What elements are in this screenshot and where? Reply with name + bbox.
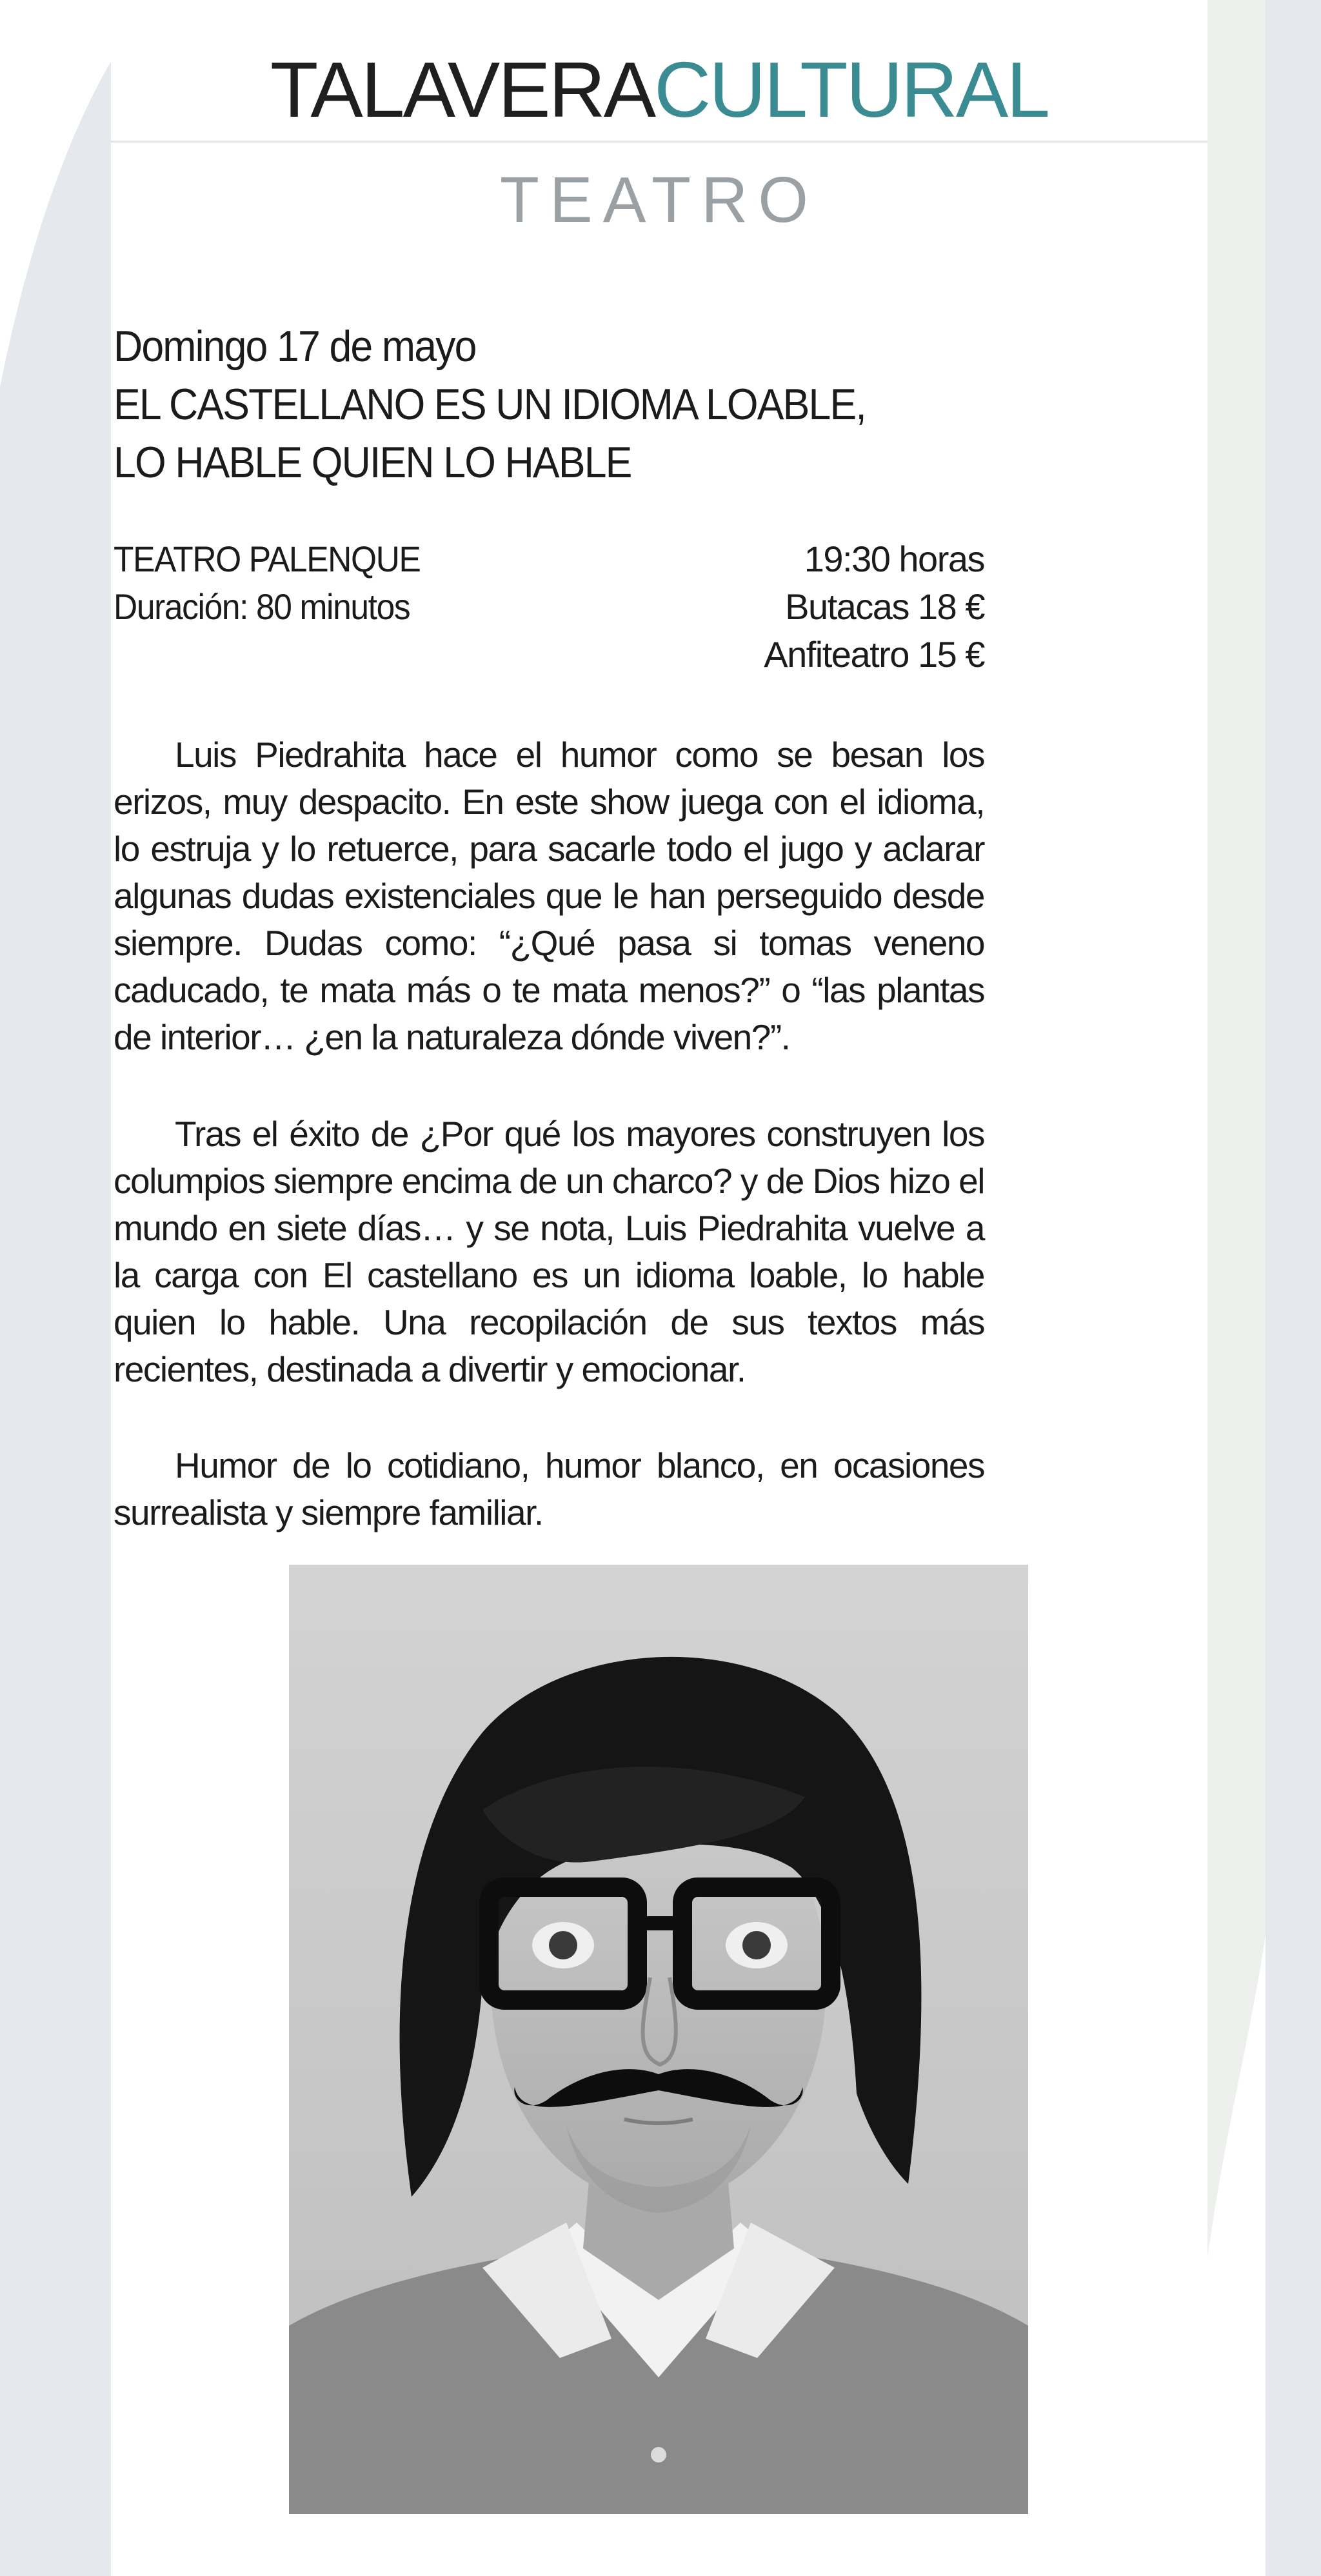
- event-title: [114, 375, 915, 491]
- masthead: [111, 46, 1207, 134]
- page-number: 07: [1175, 2446, 1223, 2493]
- performer-portrait: [289, 1565, 1028, 2514]
- paragraph-3: Humor de lo cotidiano, humor blanco, en ocasiones surrealista y siempre familiar.: [114, 1445, 984, 1532]
- event-date: Domingo 17 de mayo: [114, 322, 476, 371]
- venue: TEATRO PALENQUE: [114, 539, 421, 579]
- event-title-line1: EL CASTELLANO ES UN IDIOMA LOABLE,: [114, 380, 866, 429]
- masthead-cultural: CULTURAL: [654, 46, 1049, 134]
- duration: Duración: 80 minutos: [114, 586, 410, 627]
- price-butacas: Butacas 18 €: [785, 586, 984, 627]
- show-time: 19:30 horas: [804, 539, 984, 579]
- paragraph-1: Luis Piedrahita hace el humor como se besan los erizos, muy despacito. En este show juega con el idioma, lo estruja y lo retuerce, para sacarle todo el jugo y aclarar algunas dudas existenciales que le han perseguido desde siempre. Dudas como: “¿Qué pasa si tomas veneno caducado, te mata más o te mata menos?” o “las plantas de interior… ¿en la naturaleza dónde viven?”.: [114, 735, 984, 1057]
- event-title-line2: LO HABLE QUIEN LO HABLE: [114, 438, 631, 487]
- paragraph-2: Tras el éxito de ¿Por qué los mayores construyen los columpios siempre encima de un charco? y de Dios hizo el mundo en siete días… y se nota, Luis Piedrahita vuelve a la carga con El castellano es un idioma loable, lo hable quien lo hable. Una recopilación de sus textos más recientes, destinada a divertir y emocionar.: [114, 1114, 984, 1389]
- section-title: TEATRO: [499, 164, 819, 236]
- header-divider: [111, 141, 1207, 143]
- event-info-right: [114, 535, 984, 679]
- price-anfiteatro: Anfiteatro 15 €: [764, 634, 984, 675]
- masthead-talavera: TALAVERA: [270, 46, 655, 134]
